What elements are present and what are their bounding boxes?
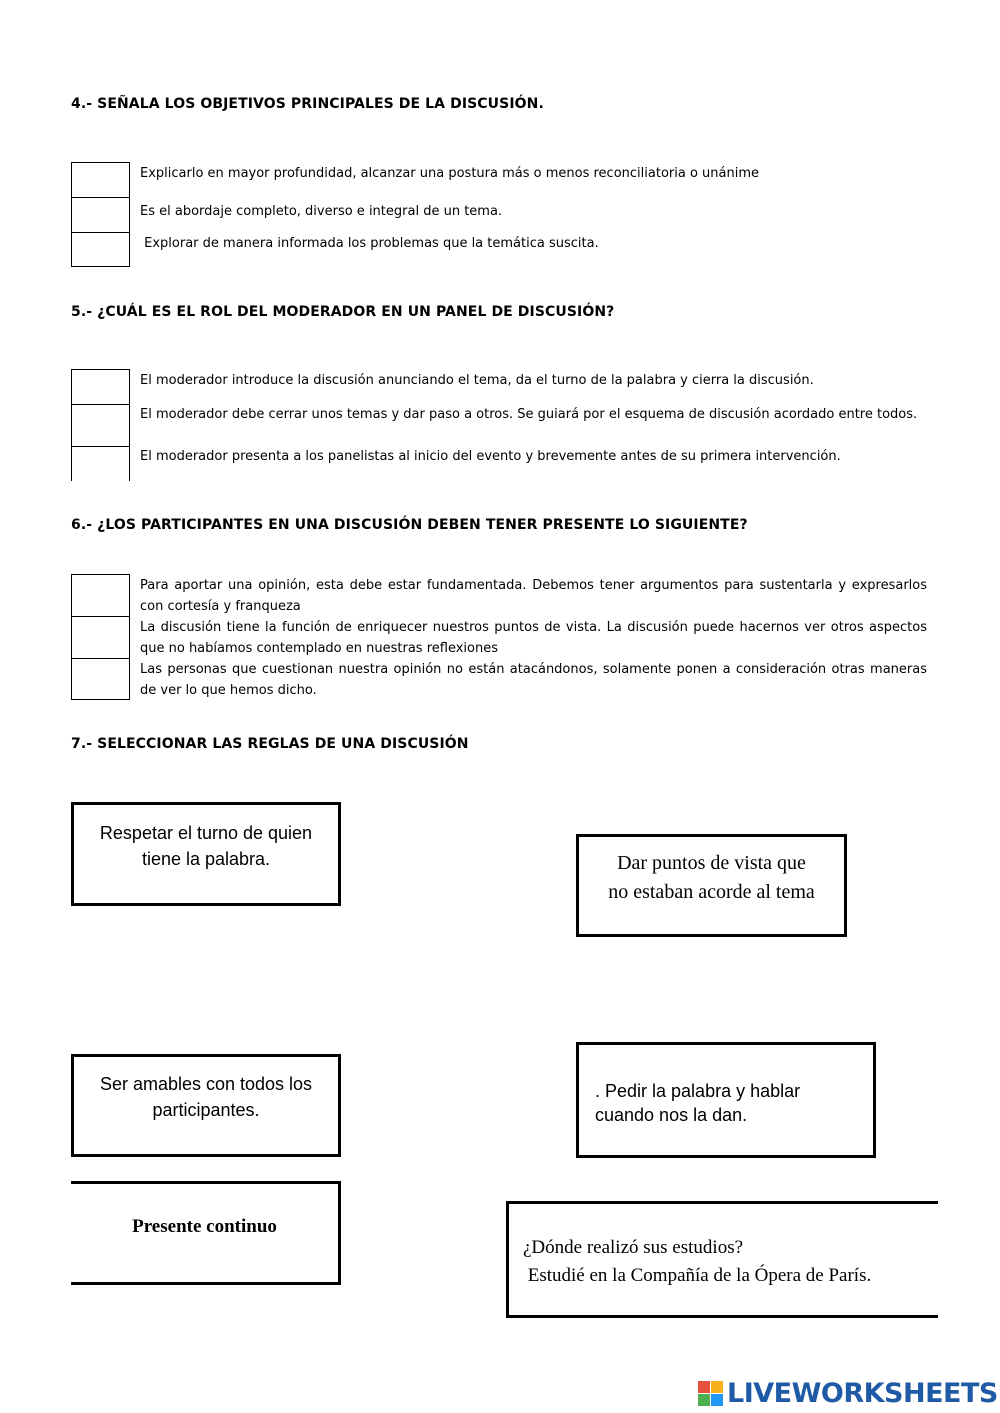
- q6-option-2-text: La discusión tiene la función de enriquecer nuestros puntos de vista. La discusión puede hacernos ver otros aspectos que no habíamos contemplado en nuestras reflexiones: [140, 620, 927, 656]
- rule-box-respect-turn[interactable]: [71, 802, 341, 906]
- logo-mark-tile: [698, 1381, 710, 1393]
- rule-box-line: cuando nos la dan.: [595, 1105, 748, 1125]
- logo-mark-tile: [711, 1394, 723, 1406]
- logo-text: LIVEWORKSHEETS: [727, 1377, 998, 1409]
- question-7-title: 7.- SELECCIONAR LAS REGLAS DE UNA DISCUSIÓN: [71, 736, 469, 752]
- checkbox-q4-option-2[interactable]: [71, 197, 130, 232]
- rule-box-be-kind[interactable]: [71, 1054, 341, 1157]
- rule-box-line: Presente continuo: [132, 1216, 277, 1237]
- q5-option-1-text: El moderador introduce la discusión anunciando el tema, da el turno de la palabra y cierra la discusión.: [140, 373, 814, 388]
- rule-box-line: tiene la palabra.: [141, 849, 271, 869]
- logo-mark-icon: [698, 1381, 723, 1406]
- checkbox-q5-option-3[interactable]: [71, 446, 130, 481]
- logo-mark-tile: [711, 1381, 723, 1393]
- checkbox-q6-option-1[interactable]: [71, 574, 130, 616]
- rule-box-present-continuous[interactable]: [71, 1181, 341, 1285]
- question-5-title: 5.- ¿CUÁL ES EL ROL DEL MODERADOR EN UN PANEL DE DISCUSIÓN?: [71, 304, 615, 320]
- question-6-title: 6.- ¿LOS PARTICIPANTES EN UNA DISCUSIÓN DEBEN TENER PRESENTE LO SIGUIENTE?: [71, 517, 748, 533]
- rule-box-line: . Pedir la palabra y hablar: [595, 1081, 801, 1101]
- checkbox-q4-option-1[interactable]: [71, 162, 130, 197]
- rule-box-line: Respetar el turno de quien: [99, 823, 313, 843]
- rule-box-line: ¿Dónde realizó sus estudios?: [523, 1237, 744, 1258]
- rule-box-line: participantes.: [152, 1100, 260, 1120]
- q5-option-3-text: El moderador presenta a los panelistas al inicio del evento y brevemente antes de su primera intervención.: [140, 449, 841, 464]
- q4-option-2-text: Es el abordaje completo, diverso e integral de un tema.: [140, 204, 503, 219]
- rule-box-line: Ser amables con todos los: [99, 1074, 313, 1094]
- question-4-title: 4.- SEÑALA LOS OBJETIVOS PRINCIPALES DE LA DISCUSIÓN.: [71, 96, 544, 112]
- rule-box-line: Estudié en la Compañía de la Ópera de París.: [523, 1265, 872, 1286]
- rule-box-line: Dar puntos de vista que: [617, 852, 806, 874]
- q6-option-3-text: Las personas que cuestionan nuestra opinión no están atacándonos, solamente ponen a consideración otras maneras de ver lo que hemos dicho.: [140, 662, 927, 698]
- rule-box-line: no estaban acorde al tema: [608, 881, 815, 903]
- rule-box-interview-example[interactable]: [506, 1201, 938, 1318]
- checkbox-q5-option-2[interactable]: [71, 404, 130, 446]
- checkbox-q6-option-3[interactable]: [71, 658, 130, 700]
- q5-option-2-text: El moderador debe cerrar unos temas y dar paso a otros. Se guiará por el esquema de discusión acordado entre todos.: [140, 407, 918, 422]
- rule-box-off-topic[interactable]: [576, 834, 847, 937]
- liveworksheets-logo: [698, 1378, 998, 1408]
- q4-option-1-text: Explicarlo en mayor profundidad, alcanzar una postura más o menos reconciliatoria o unánime: [140, 166, 759, 181]
- checkbox-q5-option-1[interactable]: [71, 369, 130, 404]
- checkbox-q6-option-2[interactable]: [71, 616, 130, 658]
- checkbox-q4-option-3[interactable]: [71, 232, 130, 267]
- rule-box-ask-to-speak[interactable]: [576, 1042, 876, 1158]
- q4-option-3-text: Explorar de manera informada los problemas que la temática suscita.: [140, 236, 599, 251]
- q6-option-1-text: Para aportar una opinión, esta debe estar fundamentada. Debemos tener argumentos para sustentarla y expresarlos con cortesía y franqueza: [140, 578, 927, 614]
- logo-mark-tile: [698, 1394, 710, 1406]
